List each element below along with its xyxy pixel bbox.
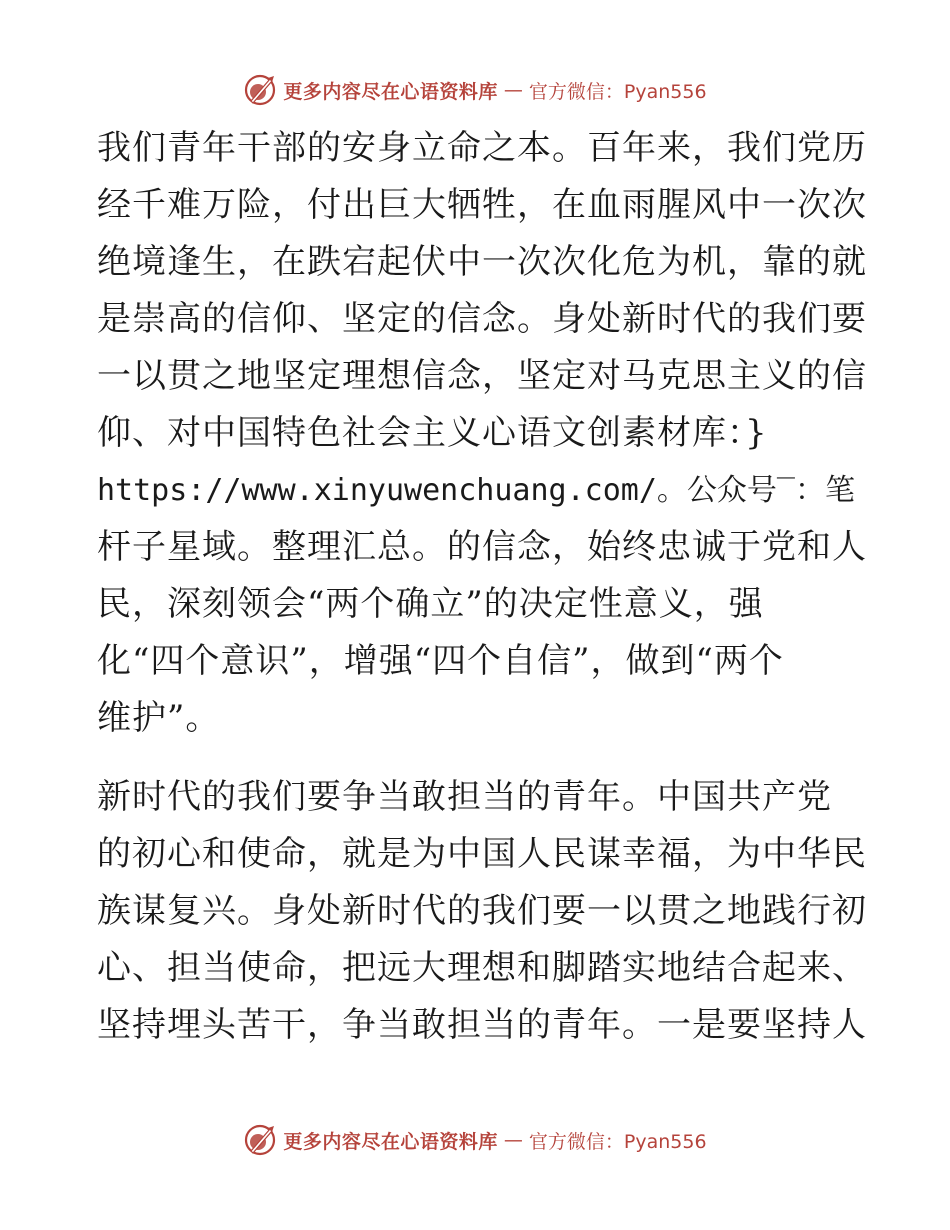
- banner-separator: —: [503, 1129, 523, 1151]
- text-line: 我们青年干部的安身立命之本。百年来，我们党历: [97, 128, 867, 168]
- text-line: 一以贯之地坚定理想信念，坚定对马克思主义的信: [97, 356, 867, 396]
- paragraph-gap: [97, 747, 847, 769]
- wechat-contact: 官方微信：Pyan556: [528, 1130, 707, 1153]
- banner-separator: —: [503, 79, 523, 101]
- footer-banner: [0, 1120, 950, 1160]
- text-line: 民，深刻领会“两个确立”的决定性意义，强: [97, 584, 764, 624]
- text-line: 杆子星域。整理汇总。的信念，始终忠诚于党和人: [97, 527, 867, 567]
- site-name: 更多内容尽在心语资料库: [283, 80, 498, 103]
- wechat-contact: 官方微信：Pyan556: [528, 80, 707, 103]
- pen-logo-icon: [243, 73, 277, 107]
- pen-logo-icon: [243, 1123, 277, 1157]
- text-line: 的初心和使命，就是为中国人民谋幸福，为中华民: [97, 834, 867, 874]
- text-line: 心、担当使命，把远大理想和脚踏实地结合起来、: [97, 948, 867, 988]
- text-line: 化“四个意识”，增强“四个自信”，做到“两个: [97, 641, 784, 681]
- text-line: 族谋复兴。身处新时代的我们要一以贯之地践行初: [97, 891, 867, 931]
- text-line: 新时代的我们要争当敢担当的青年。中国共产党: [97, 777, 832, 817]
- text-line: 经千难万险，付出巨大牺牲，在血雨腥风中一次次: [97, 185, 867, 225]
- text-line: 坚持埋头苦干，争当敢担当的青年。一是要坚持人: [97, 1005, 867, 1045]
- text-line: 仰、对中国特色社会主义心语文创素材库：}: [97, 413, 768, 453]
- url-line: https://www.xinyuwenchuang.com/。公众号‾：笔: [97, 473, 855, 508]
- document-body: [97, 120, 867, 1054]
- header-banner: [0, 70, 950, 110]
- text-line: 是崇高的信仰、坚定的信念。身处新时代的我们要: [97, 299, 867, 339]
- text-line: 维护”。: [97, 698, 221, 738]
- site-name: 更多内容尽在心语资料库: [283, 1130, 498, 1153]
- text-line: 绝境逢生，在跌宕起伏中一次次化危为机，靠的就: [97, 242, 867, 282]
